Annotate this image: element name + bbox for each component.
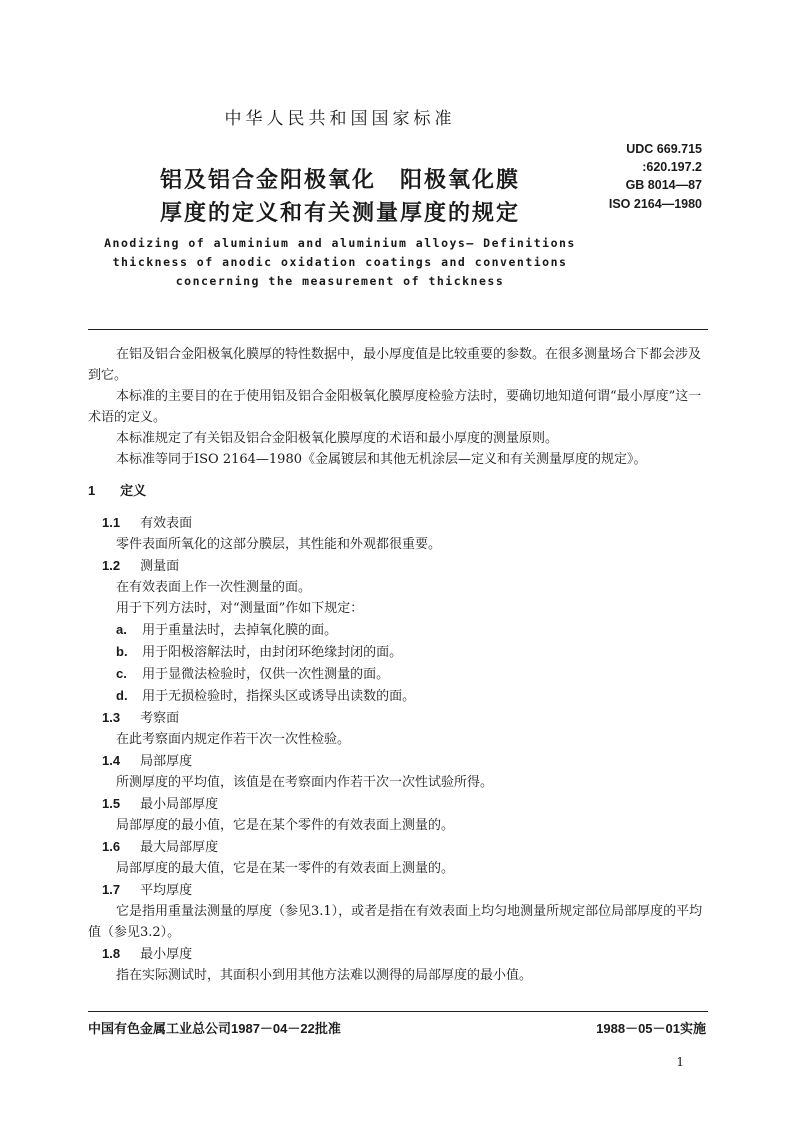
udc-code: UDC 669.715: [626, 142, 702, 156]
clause-text: 局部厚度的最大值，它是在某一零件的有效表面上测量的。: [116, 861, 455, 876]
clause-number: 1.8: [102, 946, 121, 961]
clause-1-5: [88, 793, 708, 815]
clause-1-8: [88, 943, 708, 965]
clause-1-1: [88, 512, 708, 534]
title-en-line-3: concerning the measurement of thickness: [175, 274, 505, 288]
clause-text: 指在实际测试时，其面积小到用其他方法难以测得的局部厚度的最小值。: [116, 968, 533, 983]
list-text: 用于无损检验时，指探头区或诱导出读数的面。: [142, 689, 416, 704]
clause-title: 局部厚度: [140, 754, 193, 769]
document-body: [88, 344, 708, 986]
clause-text: 所测厚度的平均值，该值是在考察面内作若干次一次性试验所得。: [116, 775, 494, 790]
clause-text: 用于下列方法时，对“测量面”作如下规定：: [116, 601, 364, 616]
list-text: 用于阳极溶解法时，由封闭环绝缘封闭的面。: [142, 645, 403, 660]
title-en-line-1: Anodizing of aluminium and aluminium alloys— Definitions: [104, 236, 576, 250]
intro-paragraph-3: 本标准规定了有关铝及铝合金阳极氧化膜厚度的术语和最小厚度的测量原则。: [116, 431, 559, 446]
clause-title: 最大局部厚度: [140, 840, 219, 855]
header-divider: [88, 329, 708, 330]
list-label: a.: [116, 622, 127, 637]
clause-number: 1.1: [102, 515, 121, 530]
clause-number: 1.7: [102, 882, 121, 897]
clause-title: 测量面: [140, 559, 180, 574]
intro-paragraph-4: 本标准等同于ISO 2164—1980《金属镀层和其他无机涂层—定义和有关测量厚度的规定》。: [116, 452, 647, 467]
clause-text: 在有效表面上作一次性测量的面。: [116, 580, 312, 595]
approval-date: 中国有色金属工业总公司1987－04－22批准: [88, 1021, 341, 1036]
clause-1-7: [88, 879, 708, 901]
clause-text: 局部厚度的最小值，它是在某个零件的有效表面上测量的。: [116, 818, 455, 833]
list-label: b.: [116, 644, 128, 659]
clause-number: 1.6: [102, 839, 121, 854]
list-item: [88, 641, 708, 663]
gb-code: GB 8014—87: [625, 178, 702, 192]
list-item: [88, 619, 708, 641]
footer-divider: [88, 1011, 708, 1012]
clause-title: 平均厚度: [140, 883, 193, 898]
clause-1-2: [88, 555, 708, 577]
section-title: 定义: [120, 484, 147, 499]
effective-date: 1988－05－01实施: [596, 1021, 706, 1036]
clause-text: 它是指用重量法测量的厚度（参见3.1），或者是指在有效表面上均匀地测量所规定部位局部厚度的平均值（参见3.2）。: [88, 904, 703, 940]
list-item: [88, 663, 708, 685]
clause-title: 最小厚度: [140, 947, 193, 962]
title-cn-line-1: 铝及铝合金阳极氧化 阳极氧化膜: [159, 167, 520, 193]
section-1-heading: [88, 480, 708, 502]
clause-1-3: [88, 707, 708, 729]
list-item: [88, 685, 708, 707]
list-text: 用于显微法检验时，仅供一次性测量的面。: [142, 667, 390, 682]
clause-number: 1.2: [102, 558, 121, 573]
clause-title: 最小局部厚度: [140, 797, 219, 812]
list-label: d.: [116, 688, 128, 703]
clause-text: 零件表面所氧化的这部分膜层，其性能和外观都很重要。: [116, 537, 442, 552]
intro-paragraph-2: 本标准的主要目的在于使用铝及铝合金阳极氧化膜厚度检验方法时，要确切地知道何谓“最小厚度”这一术语的定义。: [88, 389, 702, 425]
list-text: 用于重量法时，去掉氧化膜的面。: [142, 623, 338, 638]
clause-1-4: [88, 750, 708, 772]
title-en-line-2: thickness of anodic oxidation coatings and conventions: [112, 255, 568, 269]
intro-paragraph-1: 在铝及铝合金阳极氧化膜厚的特性数据中，最小厚度值是比较重要的参数。在很多测量场合下都会涉及到它。: [88, 347, 702, 383]
list-label: c.: [116, 666, 127, 681]
clause-title: 有效表面: [140, 516, 193, 531]
clause-text: 在此考察面内规定作若干次一次性检验。: [116, 732, 351, 747]
standard-type: 中华人民共和国国家标准: [224, 109, 456, 129]
clause-number: 1.5: [102, 796, 121, 811]
clause-1-6: [88, 836, 708, 858]
page-number: 1: [676, 1055, 684, 1069]
section-number: 1: [88, 483, 96, 498]
clause-title: 考察面: [140, 711, 180, 726]
title-cn-line-2: 厚度的定义和有关测量厚度的规定: [159, 200, 520, 226]
udc-code-cont: :620.197.2: [642, 160, 702, 174]
clause-number: 1.3: [102, 710, 121, 725]
iso-code: ISO 2164—1980: [608, 197, 702, 211]
clause-number: 1.4: [102, 753, 121, 768]
